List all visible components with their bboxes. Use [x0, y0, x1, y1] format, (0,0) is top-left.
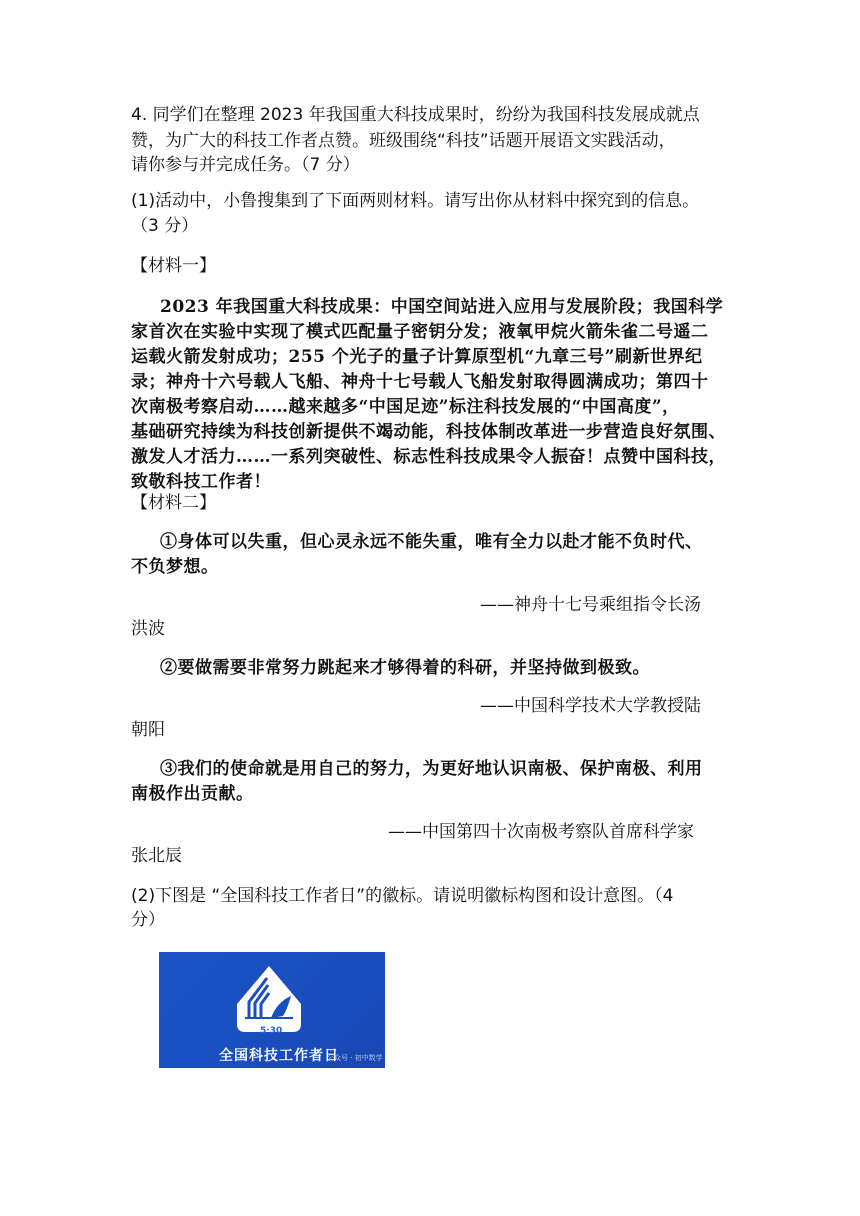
- sub-question-2-line-1: (2)下图是 “全国科技工作者日”的徽标。请说明徽标构图和设计意图。（4: [131, 886, 674, 906]
- question-intro-line-3: 请你参与并完成任务。（7 分）: [131, 155, 360, 175]
- material-1-line: 致敬科技工作者！: [131, 472, 271, 492]
- question-intro-line-2: 赞，为广大的科技工作者点赞。班级围绕“科技”话题开展语文实践活动，: [131, 131, 676, 151]
- material-1-line: 激发人才活力……一系列突破性、标志性科技成果令人振奋！点赞中国科技，: [131, 447, 726, 467]
- sub-question-1-line-1: (1)活动中，小鲁搜集到了下面两则材料。请写出你从材料中探究到的信息。: [131, 191, 700, 211]
- material-1-line: 家首次在实验中实现了模式匹配量子密钥分发；液氧甲烷火箭朱雀二号遥二: [131, 322, 709, 342]
- logo-watermark: 公众号 · 初中数学: [327, 1054, 383, 1062]
- quote-2-source: ——中国科学技术大学教授陆: [480, 696, 701, 716]
- quote-3-line: 南极作出贡献。: [131, 784, 254, 804]
- quote-1-line: 不负梦想。: [131, 557, 219, 577]
- material-1-line: 次南极考察启动……越来越多“中国足迹”标注科技发展的“中国高度”，: [131, 397, 680, 417]
- quote-1-line: ①身体可以失重，但心灵永远不能失重，唯有全力以赴才能不负时代、: [160, 532, 703, 552]
- quote-3-line: ③我们的使命就是用自己的努力，为更好地认识南极、保护南极、利用: [160, 759, 703, 779]
- material-2-title: 【材料二】: [131, 493, 216, 513]
- sub-question-2-line-2: 分）: [131, 910, 165, 930]
- science-workers-day-logo: [159, 952, 385, 1068]
- quote-1-source: ——神舟十七号乘组指令长汤: [480, 595, 701, 615]
- logo-date: 5·30: [260, 1026, 283, 1036]
- material-1-line: 运载火箭发射成功；255 个光子的量子计算原型机“九章三号”刷新世界纪: [131, 347, 703, 367]
- logo-caption: 全国科技工作者日: [219, 1048, 339, 1064]
- quote-2-source-cont: 朝阳: [131, 720, 165, 740]
- question-intro-line-1: 4. 同学们在整理 2023 年我国重大科技成果时，纷纷为我国科技发展成就点: [131, 105, 700, 125]
- material-1-line: 2023 年我国重大科技成果：中国空间站进入应用与发展阶段；我国科学: [160, 297, 724, 317]
- quote-3-source-cont: 张北辰: [131, 846, 182, 866]
- sub-question-1-line-2: （3 分）: [131, 216, 199, 236]
- material-1-line: 录；神舟十六号载人飞船、神舟十七号载人飞船发射取得圆满成功；第四十: [131, 372, 709, 392]
- quote-3-source: ——中国第四十次南极考察队首席科学家: [388, 822, 694, 842]
- quote-1-source-cont: 洪波: [131, 619, 165, 639]
- material-1-title: 【材料一】: [131, 256, 216, 276]
- material-1-line: 基础研究持续为科技创新提供不竭动能，科技体制改革进一步营造良好氛围、: [131, 422, 726, 442]
- quote-2-line: ②要做需要非常努力跳起来才够得着的科研，并坚持做到极致。: [160, 658, 650, 678]
